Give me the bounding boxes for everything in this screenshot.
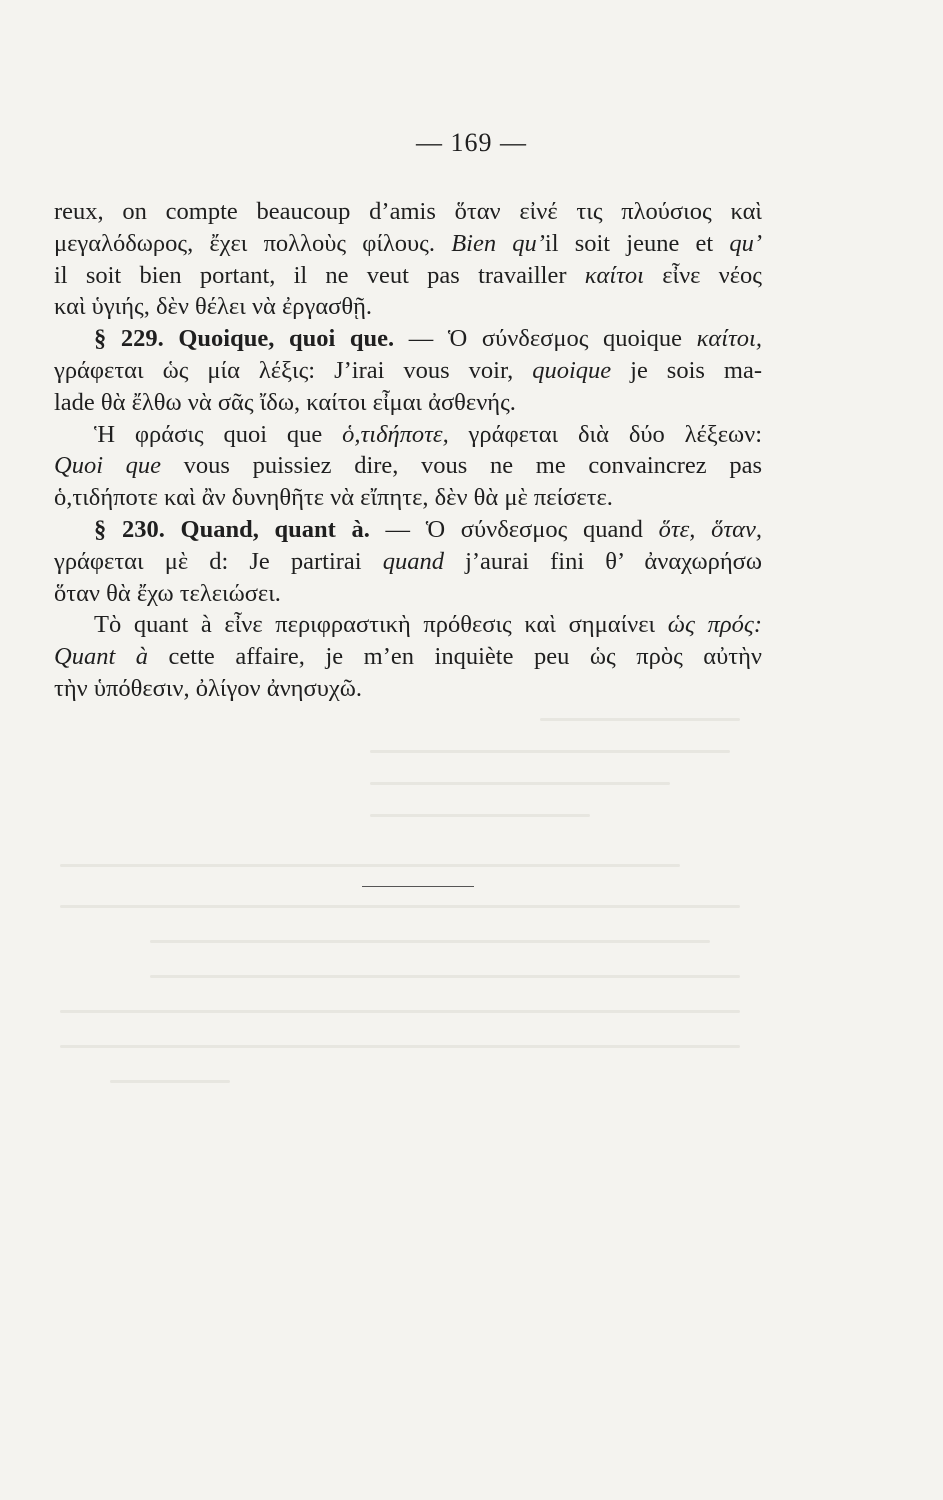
text-line xyxy=(54,419,762,451)
divider-rule xyxy=(362,886,474,887)
text-run: ὁ,τιδήποτε καὶ ἂν δυνηθῆτε νὰ εἴπητε, δὲν θὰ μὲ πείσετε. xyxy=(54,484,613,512)
body-text xyxy=(54,196,762,705)
text-run: καὶ ὑγιής, δὲν θέλει νὰ ἐργασθῇ. xyxy=(54,293,373,321)
text-run: γράφεται μὲ d: Je partirai xyxy=(54,547,383,575)
text-run: ὁ,τιδήποτε, xyxy=(342,420,449,448)
text-run: μεγαλόδωρος, ἔχει πολλοὺς φίλους. xyxy=(54,229,452,257)
text-run: quoique xyxy=(532,356,612,384)
text-line xyxy=(54,355,762,387)
section-heading: § 230. Quand, quant à. xyxy=(94,515,370,543)
text-line xyxy=(54,578,762,610)
text-line xyxy=(54,450,762,482)
text-line xyxy=(54,387,762,419)
text-line xyxy=(54,482,762,514)
text-run: — Ὁ σύνδεσμος quoique xyxy=(394,325,697,353)
text-run: qu’ xyxy=(729,229,763,257)
text-run: cette affaire, je m’en inquiète peu ὡς πρὸς αὐτὴν xyxy=(148,643,763,671)
text-line xyxy=(54,514,762,546)
text-run: Bien qu’ xyxy=(451,229,545,257)
text-line xyxy=(54,323,762,355)
text-line xyxy=(54,196,762,228)
text-run: il soit bien portant, il ne veut pas travailler xyxy=(54,261,585,289)
text-line xyxy=(54,546,762,578)
text-run: Ἡ φράσις quoi que xyxy=(94,420,343,448)
page-number: — 169 — xyxy=(416,128,527,157)
text-run: ὅτε, ὅταν, xyxy=(658,515,762,543)
text-line xyxy=(54,673,762,705)
text-run: καίτοι, xyxy=(696,325,762,353)
text-run: — Ὁ σύνδεσμος quand xyxy=(369,515,659,543)
text-line xyxy=(54,260,762,292)
text-run: vous puissiez dire, vous ne me convaincrez pas xyxy=(161,452,762,480)
text-run: Quant à xyxy=(54,643,149,671)
section-heading: § 229. Quoique, quoi que. xyxy=(94,325,395,353)
text-run: Quoi que xyxy=(54,452,162,480)
text-run: ὅταν θὰ ἔχω τελειώσει. xyxy=(54,579,281,607)
text-run: lade θὰ ἔλθω νὰ σᾶς ἴδω, καίτοι εἶμαι ἀσθενής. xyxy=(54,388,516,416)
text-run: γράφεται διὰ δύο λέξεων: xyxy=(448,420,762,448)
text-line xyxy=(54,291,762,323)
text-run: ὡς πρός: xyxy=(667,611,763,639)
text-run: reux, on compte beaucoup d’amis ὅταν εἰνέ τις πλούσιος καὶ xyxy=(54,198,762,225)
text-run: Τὸ quant à εἶνε περιφραστικὴ πρόθεσις καὶ σημαίνει xyxy=(94,611,668,639)
text-line xyxy=(54,228,762,260)
text-line xyxy=(54,641,762,673)
text-run: τὴν ὑπόθεσιν, ὀλίγον ἀνησυχῶ. xyxy=(54,674,362,702)
text-run: quand xyxy=(382,547,444,575)
text-run: il soit jeune et xyxy=(544,229,730,257)
text-run: εἶνε νέος xyxy=(643,261,762,289)
text-run: καίτοι xyxy=(584,261,644,289)
text-line xyxy=(54,609,762,641)
text-run: j’aurai fini θ’ ἀναχωρήσω xyxy=(443,547,762,575)
text-run: je sois ma- xyxy=(611,356,762,384)
text-run: γράφεται ὡς μία λέξις: J’irai vous voir, xyxy=(54,356,533,384)
